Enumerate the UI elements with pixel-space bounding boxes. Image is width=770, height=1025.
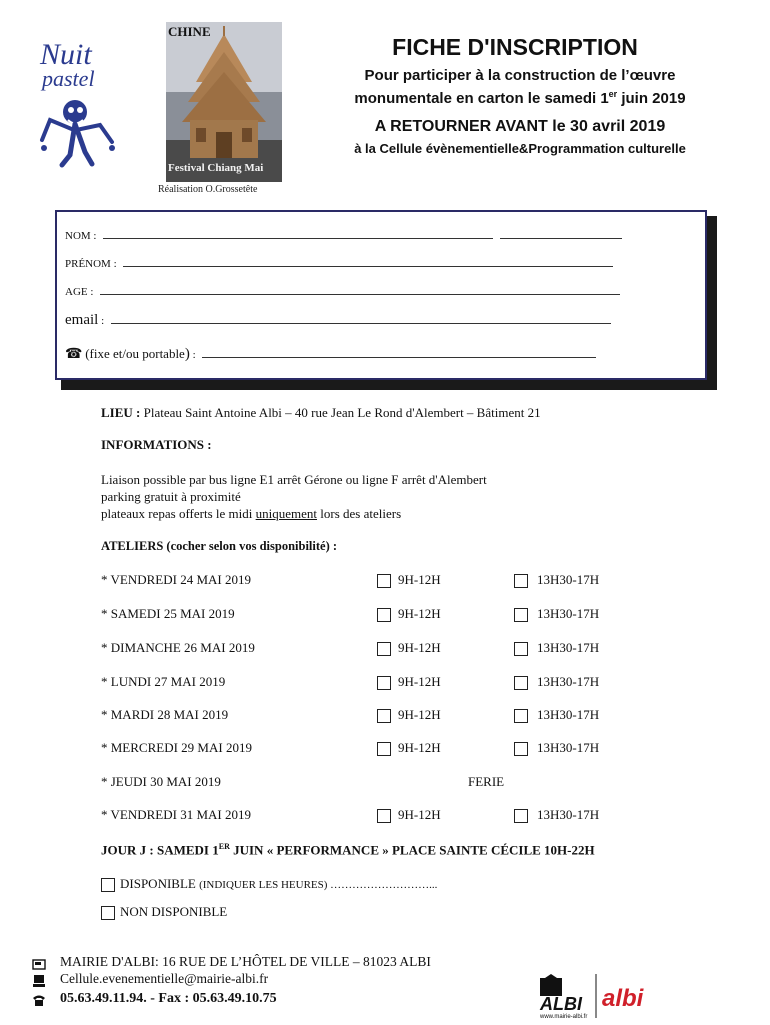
svg-text:Nuit: Nuit [40, 38, 92, 71]
afternoon-slot-label: 13H30-17H [537, 572, 600, 587]
age-field[interactable] [100, 293, 620, 295]
subtitle [300, 66, 740, 108]
svg-text:pastel: pastel [42, 66, 95, 91]
atelier-row [101, 740, 701, 760]
underlined-word: uniquement [255, 506, 318, 521]
deadline: A RETOURNER AVANT le 30 avril 2019 [374, 118, 666, 135]
day-label: * MARDI 28 MAI 2019 [101, 707, 229, 722]
morning-slot-label: 9H-12H [398, 640, 441, 655]
morning-slot-label: 9H-12H [398, 674, 441, 689]
afternoon-slot-label: 13H30-17H [537, 807, 600, 822]
atelier-row [101, 572, 701, 592]
prenom-field[interactable] [123, 265, 613, 267]
atelier-row [101, 674, 701, 694]
photo-caption-bottom: Festival Chiang Mai [168, 162, 264, 174]
lieu-value: Plateau Saint Antoine Albi – 40 rue Jean Le Rond d'Alembert – Bâtiment 21 [143, 405, 541, 420]
non-disponible-checkbox[interactable] [101, 906, 115, 920]
afternoon-checkbox[interactable] [514, 809, 528, 823]
phone-label-paren: ) [184, 346, 190, 362]
page-title: FICHE D'INSCRIPTION [392, 34, 638, 60]
atelier-row [101, 774, 701, 794]
afternoon-checkbox[interactable] [514, 742, 528, 756]
cellule-recipient: à la Cellule évènementielle&Programmation culturelle [354, 141, 686, 156]
phone-separator: : [192, 349, 196, 361]
phone-row [65, 346, 596, 363]
ateliers-heading: ATELIERS (cocher selon vos disponibilité) : [101, 539, 338, 553]
info-line-repas: plateaux repas offerts le midi uniquement lors des ateliers [101, 506, 402, 521]
footer-address: MAIRIE D'ALBI: 16 RUE DE L’HÔTEL DE VILLE – 81023 ALBI [60, 954, 431, 969]
morning-slot-label: 9H-12H [398, 572, 441, 587]
afternoon-slot-label: 13H30-17H [537, 707, 600, 722]
email-row [65, 312, 611, 329]
nom-row [65, 230, 622, 242]
nom-label: NOM : [65, 230, 97, 242]
afternoon-checkbox[interactable] [514, 709, 528, 723]
day-label: * MERCREDI 29 MAI 2019 [101, 740, 252, 755]
morning-slot-label: 9H-12H [398, 606, 441, 621]
age-label: AGE : [65, 286, 94, 298]
morning-checkbox[interactable] [377, 742, 391, 756]
identity-form [55, 210, 707, 380]
lieu [101, 405, 541, 421]
disponible-note: (INDIQUER LES HEURES) ………………………... [199, 879, 438, 891]
footer-email[interactable]: Cellule.evenementielle@mairie-albi.fr [60, 971, 269, 986]
afternoon-slot-label: 13H30-17H [537, 674, 600, 689]
day-label: * SAMEDI 25 MAI 2019 [101, 606, 235, 621]
albi-logo-url: www.mairie-albi.fr [540, 1014, 588, 1020]
morning-slot-label: 9H-12H [398, 807, 441, 822]
svg-text:ALBI: ALBI [540, 994, 582, 1014]
info-line-parking: parking gratuit à proximité [101, 489, 241, 504]
mailbox-icon [32, 957, 46, 971]
morning-checkbox[interactable] [377, 608, 391, 622]
day-label: * VENDREDI 31 MAI 2019 [101, 807, 251, 822]
informations-heading: INFORMATIONS : [101, 437, 212, 452]
computer-icon [32, 974, 46, 988]
afternoon-checkbox[interactable] [514, 574, 528, 588]
afternoon-checkbox[interactable] [514, 676, 528, 690]
morning-checkbox[interactable] [377, 676, 391, 690]
day-label: * DIMANCHE 26 MAI 2019 [101, 640, 255, 655]
morning-slot-label: 9H-12H [398, 740, 441, 755]
lieu-label: LIEU : [101, 405, 141, 420]
atelier-row [101, 606, 701, 626]
atelier-row [101, 807, 701, 827]
email-label: email [65, 312, 99, 328]
subtitle-line-1: Pour participer à la construction de l’œuvre [364, 67, 676, 84]
info-line-bus: Liaison possible par bus ligne E1 arrêt Gérone ou ligne F arrêt d'Alembert [101, 472, 487, 487]
ville-albi-logo [538, 972, 658, 1020]
subtitle-line-2: monumentale en carton le samedi 1er juin 2019 [354, 89, 686, 107]
footer-phone: 05.63.49.11.94. - Fax : 05.63.49.10.75 [60, 991, 277, 1006]
festival-photo [166, 22, 282, 182]
email-separator: : [101, 315, 105, 327]
morning-checkbox[interactable] [377, 709, 391, 723]
photo-credit: Réalisation O.Grossetête [158, 184, 258, 195]
age-row [65, 286, 620, 298]
telephone-icon [32, 993, 46, 1007]
disponible-label: DISPONIBLE [120, 876, 196, 891]
afternoon-slot-label: 13H30-17H [537, 606, 600, 621]
atelier-row [101, 640, 701, 660]
phone-field[interactable] [202, 356, 596, 358]
morning-checkbox[interactable] [377, 642, 391, 656]
prenom-label: PRÉNOM : [65, 258, 117, 270]
atelier-row [101, 707, 701, 727]
nom-field[interactable] [103, 237, 493, 239]
afternoon-checkbox[interactable] [514, 642, 528, 656]
phone-icon: ☎ [65, 347, 83, 362]
nom-field-extra[interactable] [500, 237, 622, 239]
nuit-pastel-logo [30, 30, 130, 170]
afternoon-slot-label: 13H30-17H [537, 640, 600, 655]
phone-label: (fixe et/ou portable [85, 346, 185, 361]
morning-checkbox[interactable] [377, 809, 391, 823]
day-label: * VENDREDI 24 MAI 2019 [101, 572, 251, 587]
day-label: * JEUDI 30 MAI 2019 [101, 774, 221, 789]
afternoon-checkbox[interactable] [514, 608, 528, 622]
morning-slot-label: 9H-12H [398, 707, 441, 722]
jour-j-heading: JOUR J : SAMEDI 1ER JUIN « PERFORMANCE » PLACE SAINTE CÉCILE 10H-22H [101, 842, 595, 858]
morning-checkbox[interactable] [377, 574, 391, 588]
non-disponible-label: NON DISPONIBLE [120, 904, 228, 919]
disponible-checkbox[interactable] [101, 878, 115, 892]
photo-caption-top: CHINE [168, 24, 211, 39]
ferie-label: FERIE [468, 774, 505, 789]
afternoon-slot-label: 13H30-17H [537, 740, 600, 755]
email-field[interactable] [111, 322, 611, 324]
prenom-row [65, 258, 613, 270]
day-label: * LUNDI 27 MAI 2019 [101, 674, 226, 689]
albi-logo-word: albi [602, 985, 644, 1012]
